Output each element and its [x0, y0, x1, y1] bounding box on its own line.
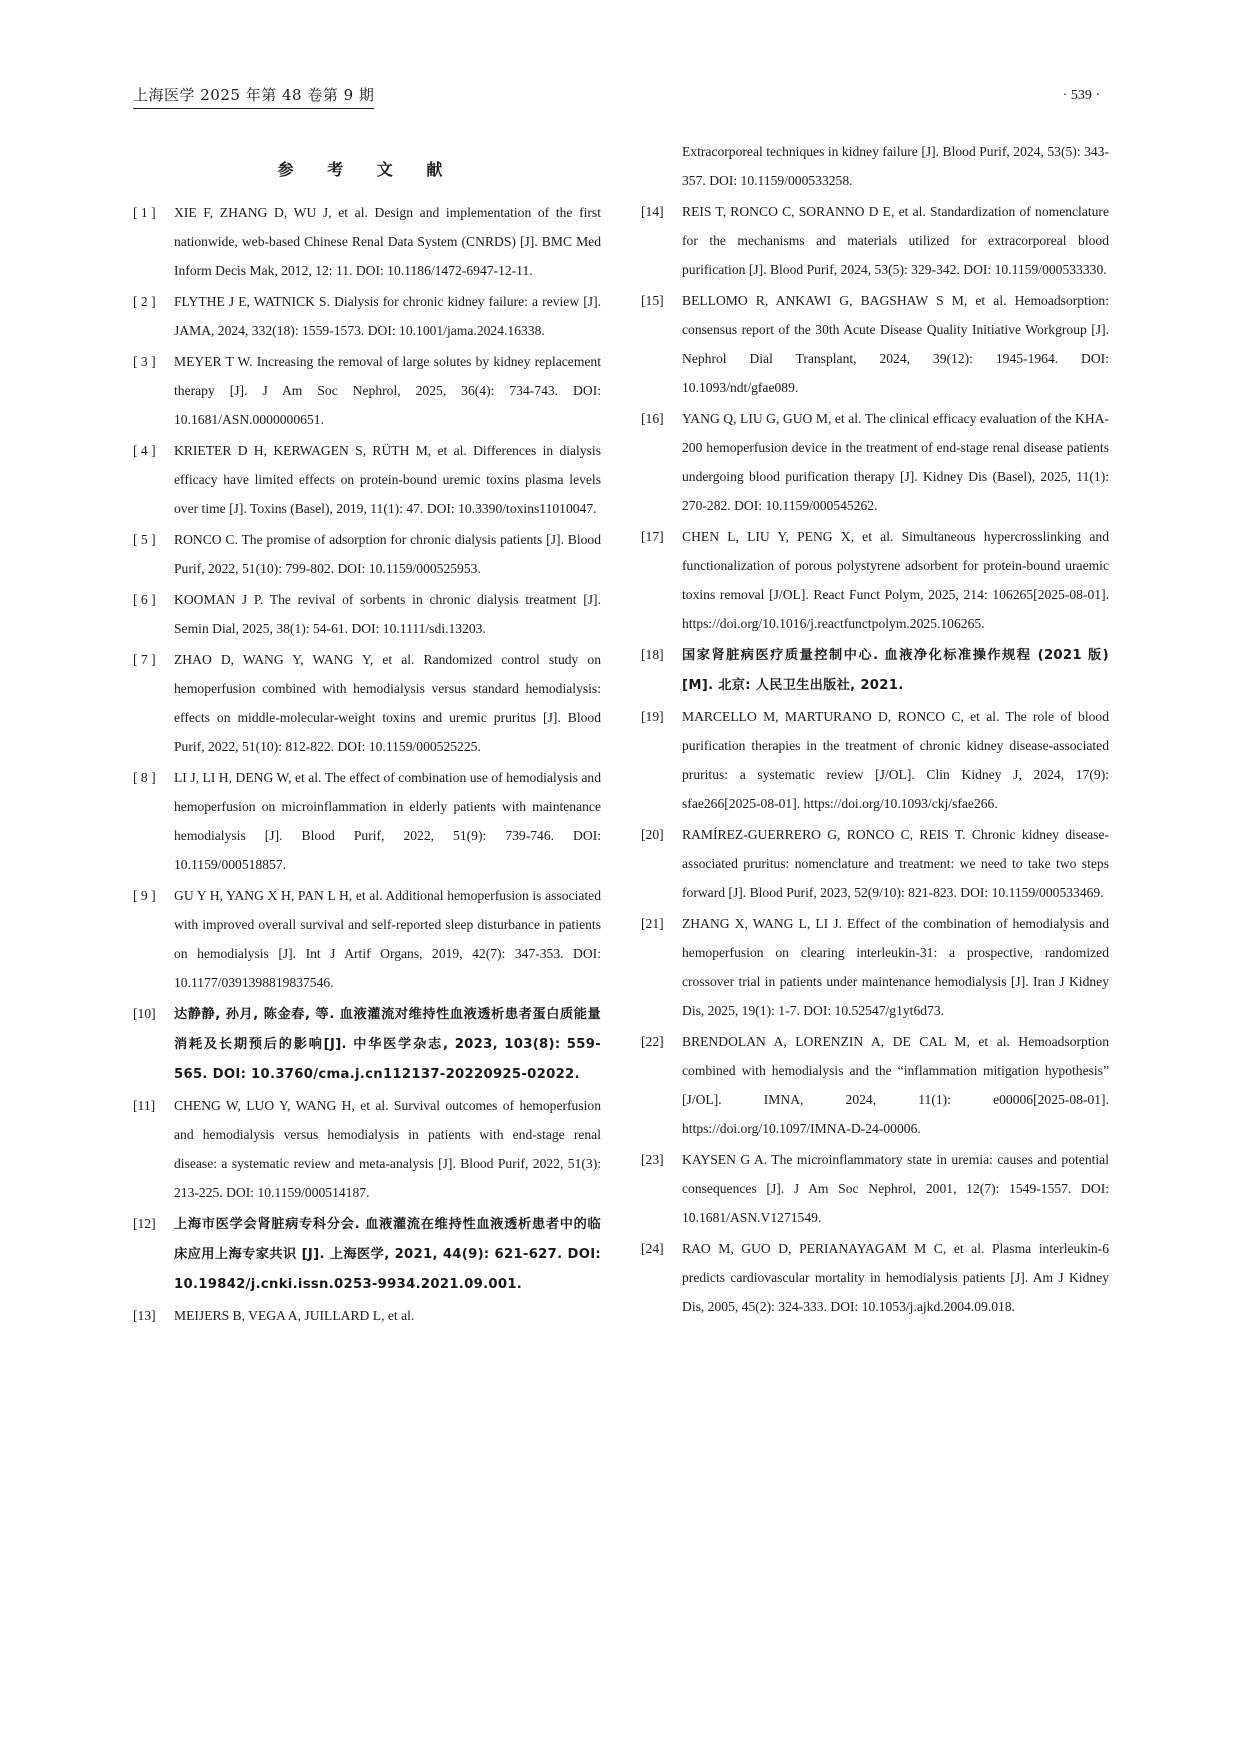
reference-text: ZHANG X, WANG L, LI J. Effect of the combination of hemodialysis and hemoperfusion on clearing interleukin-31: a prospective, randomized crossover trial in patients under maintenance hemodialysis [J]. Iran J Kidney Dis, 2025, 19(1): 1-7. DOI: 10.52547/g1yt6d73. [682, 916, 1109, 1018]
reference-item [641, 1145, 1109, 1232]
reference-item [641, 522, 1109, 638]
reference-number: [22] [641, 1034, 664, 1049]
reference-item [133, 585, 601, 643]
reference-number: [ 6 ] [133, 592, 156, 607]
reference-text: ZHAO D, WANG Y, WANG Y, et al. Randomized control study on hemoperfusion combined with hemodialysis versus standard hemodialysis: effects on middle-molecular-weight toxins and uremic pruritus [J]. Blood Purif, 2022, 51(10): 812-822. DOI: 10.1159/000525225. [174, 652, 601, 754]
reference-text: CHENG W, LUO Y, WANG H, et al. Survival outcomes of hemoperfusion and hemodialysis versus hemodialysis in patients with end-stage renal disease: a systematic review and meta-analysis [J]. Blood Purif, 2022, 51(3): 213-225. DOI: 10.1159/000514187. [174, 1098, 601, 1200]
journal-header: 上海医学 2025 年第 48 卷第 9 期 [133, 84, 374, 109]
reference-list-left [133, 198, 601, 1330]
reference-text: FLYTHE J E, WATNICK S. Dialysis for chronic kidney failure: a review [J]. JAMA, 2024, 332(18): 1559-1573. DOI: 10.1001/jama.2024.16338. [174, 294, 601, 338]
reference-continuation: Extracorporeal techniques in kidney failure [J]. Blood Purif, 2024, 53(5): 343-357. DOI: 10.1159/000533258. [682, 144, 1109, 188]
reference-text: 达静静, 孙月, 陈金春, 等. 血液灌流对维持性血液透析患者蛋白质能量消耗及长期预后的影响[J]. 中华医学杂志, 2023, 103(8): 559-565. DOI: 10.3760/cma.j.cn112137-20220925-02022. [174, 1007, 601, 1082]
reference-number: [19] [641, 709, 664, 724]
reference-text: XIE F, ZHANG D, WU J, et al. Design and implementation of the first nationwide, web-based Chinese Renal Data System (CNRDS) [J]. BMC Med Inform Decis Mak, 2012, 12: 11. DOI: 10.1186/1472-6947-12-11. [174, 205, 601, 278]
reference-text: KOOMAN J P. The revival of sorbents in chronic dialysis treatment [J]. Semin Dial, 2025, 38(1): 54-61. DOI: 10.1111/sdi.13203. [174, 592, 601, 636]
reference-number: [11] [133, 1098, 156, 1113]
reference-text: 国家肾脏病医疗质量控制中心. 血液净化标准操作规程 (2021 版) [M]. 北京: 人民卫生出版社, 2021. [682, 648, 1109, 693]
reference-text: GU Y H, YANG X H, PAN L H, et al. Additional hemoperfusion is associated with improved overall survival and self-reported sleep disturbance in patients on hemodialysis [J]. Int J Artif Organs, 2019, 42(7): 347-353. DOI: 10.1177/0391398819837546. [174, 888, 601, 990]
reference-number: [17] [641, 529, 664, 544]
page-number: · 539 · [1062, 88, 1100, 103]
reference-number: [ 3 ] [133, 354, 156, 369]
reference-number: [21] [641, 916, 664, 931]
reference-text: BRENDOLAN A, LORENZIN A, DE CAL M, et al. Hemoadsorption combined with hemodialysis and the “inflammation mitigation hypothesis” [J/OL]. IMNA, 2024, 11(1): e00006[2025-08-01]. https://doi.org/10.1097/IMNA-D-24-00006. [682, 1034, 1109, 1136]
reference-number: [23] [641, 1152, 664, 1167]
reference-number: [20] [641, 827, 664, 842]
reference-item [133, 1091, 601, 1207]
reference-item [133, 198, 601, 285]
reference-item [133, 1209, 601, 1299]
reference-text: KRIETER D H, KERWAGEN S, RÜTH M, et al. Differences in dialysis efficacy have limited effects on protein-bound uremic toxins plasma levels over time [J]. Toxins (Basel), 2019, 11(1): 47. DOI: 10.3390/toxins11010047. [174, 443, 601, 516]
reference-text: LI J, LI H, DENG W, et al. The effect of combination use of hemodialysis and hemoperfusion on microinflammation in elderly patients with maintenance hemodialysis [J]. Blood Purif, 2022, 51(9): 739-746. DOI: 10.1159/000518857. [174, 770, 601, 872]
reference-item [641, 1234, 1109, 1321]
reference-item [133, 525, 601, 583]
reference-item [641, 909, 1109, 1025]
reference-number: [15] [641, 293, 664, 308]
reference-number: [18] [641, 647, 664, 662]
reference-item [641, 404, 1109, 520]
reference-item [641, 820, 1109, 907]
reference-text: RONCO C. The promise of adsorption for chronic dialysis patients [J]. Blood Purif, 2022, 51(10): 799-802. DOI: 10.1159/000525953. [174, 532, 601, 576]
section-title: 参 考 文 献 [277, 160, 457, 179]
reference-item [641, 286, 1109, 402]
reference-item [641, 197, 1109, 284]
reference-number: [ 8 ] [133, 770, 156, 785]
reference-text: 上海市医学会肾脏病专科分会. 血液灌流在维持性血液透析患者中的临床应用上海专家共识 [J]. 上海医学, 2021, 44(9): 621-627. DOI: 10.19842/j.cnki.issn.0253-9934.2021.09.001. [174, 1217, 601, 1292]
reference-number: [ 2 ] [133, 294, 156, 309]
reference-text: MEIJERS B, VEGA A, JUILLARD L, et al. [174, 1308, 415, 1323]
reference-item [133, 763, 601, 879]
reference-item [133, 287, 601, 345]
reference-text: BELLOMO R, ANKAWI G, BAGSHAW S M, et al. Hemoadsorption: consensus report of the 30th Acute Disease Quality Initiative Workgroup [J]. Nephrol Dial Transplant, 2024, 39(12): 1945-1964. DOI: 10.1093/ndt/gfae089. [682, 293, 1109, 395]
reference-item [641, 702, 1109, 818]
reference-text: KAYSEN G A. The microinflammatory state in uremia: causes and potential consequences [J]. J Am Soc Nephrol, 2001, 12(7): 1549-1557. DOI: 10.1681/ASN.V1271549. [682, 1152, 1109, 1225]
reference-item [133, 999, 601, 1089]
reference-number: [ 5 ] [133, 532, 156, 547]
reference-text: RAMÍREZ-GUERRERO G, RONCO C, REIS T. Chronic kidney disease-associated pruritus: nomenclature and treatment: we need to take two steps forward [J]. Blood Purif, 2023, 52(9/10): 821-823. DOI: 10.1159/000533469. [682, 827, 1109, 900]
right-column [641, 137, 1109, 1323]
reference-text: REIS T, RONCO C, SORANNO D E, et al. Standardization of nomenclature for the mechanisms and materials utilized for extracorporeal blood purification [J]. Blood Purif, 2024, 53(5): 329-342. DOI: 10.1159/000533330. [682, 204, 1109, 277]
reference-item [641, 1027, 1109, 1143]
reference-item [133, 347, 601, 434]
reference-item [641, 640, 1109, 700]
reference-item [133, 645, 601, 761]
reference-text: MEYER T W. Increasing the removal of large solutes by kidney replacement therapy [J]. J Am Soc Nephrol, 2025, 36(4): 734-743. DOI: 10.1681/ASN.0000000651. [174, 354, 601, 427]
reference-list-right [641, 197, 1109, 1321]
reference-text: CHEN L, LIU Y, PENG X, et al. Simultaneous hypercrosslinking and functionalization of porous polystyrene adsorbent for protein-bound uraemic toxins removal [J/OL]. React Funct Polym, 2025, 214: 106265[2025-08-01]. https://doi.org/10.1016/j.reactfunctpolym.2025.106265. [682, 529, 1109, 631]
reference-item [133, 436, 601, 523]
reference-text: YANG Q, LIU G, GUO M, et al. The clinical efficacy evaluation of the KHA-200 hemoperfusion device in the treatment of end-stage renal disease patients undergoing blood purification therapy [J]. Kidney Dis (Basel), 2025, 11(1): 270-282. DOI: 10.1159/000545262. [682, 411, 1109, 513]
reference-number: [12] [133, 1216, 156, 1231]
left-column [133, 150, 601, 1332]
reference-text: MARCELLO M, MARTURANO D, RONCO C, et al. The role of blood purification therapies in the treatment of chronic kidney disease-associated pruritus: a systematic review [J/OL]. Clin Kidney J, 2024, 17(9): sfae266[2025-08-01]. https://doi.org/10.1093/ckj/sfae266. [682, 709, 1109, 811]
reference-number: [24] [641, 1241, 664, 1256]
reference-number: [14] [641, 204, 664, 219]
reference-number: [ 7 ] [133, 652, 156, 667]
reference-number: [10] [133, 1006, 156, 1021]
reference-item [133, 881, 601, 997]
reference-number: [16] [641, 411, 664, 426]
reference-number: [13] [133, 1308, 156, 1323]
reference-text: RAO M, GUO D, PERIANAYAGAM M C, et al. Plasma interleukin-6 predicts cardiovascular mortality in hemodialysis patients [J]. Am J Kidney Dis, 2005, 45(2): 324-333. DOI: 10.1053/j.ajkd.2004.09.018. [682, 1241, 1109, 1314]
reference-number: [ 4 ] [133, 443, 156, 458]
reference-item [133, 1301, 601, 1330]
reference-number: [ 1 ] [133, 205, 156, 220]
reference-number: [ 9 ] [133, 888, 156, 903]
